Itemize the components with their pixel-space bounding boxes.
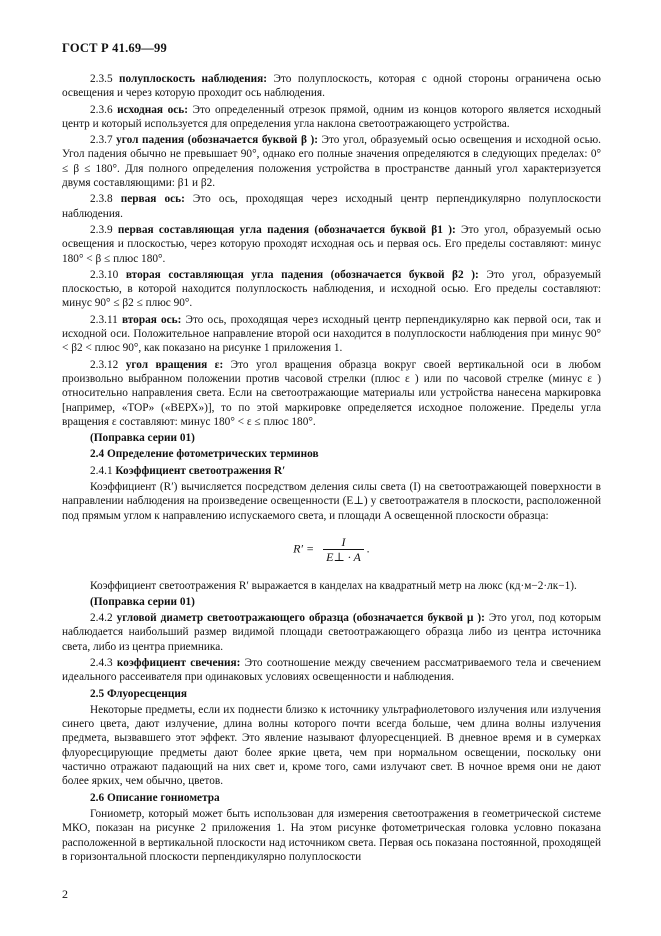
section-heading-2-5: 2.5 Флуоресценция: [90, 687, 188, 700]
paragraph-2-3-6: 2.3.6 исходная ось: Это определенный отрезок прямой, одним из концов которого является исходный центр и который используется для определения угла наклона светоотражающего устройства.: [62, 103, 602, 130]
paragraph-2-4-1-heading: 2.4.1 Коэффициент светоотражения R′: [90, 464, 286, 477]
paragraph-2-3-12: 2.3.12 угол вращения ε: Это угол вращения образца вокруг своей вертикальной оси в любом произвольно выбранном положении против часовой стрелки (плюс ε ) или по часовой стрелке (минус ε ) относительно направления света. Если на светоотражающие материалы или устройства нанесена маркировка [например, «TOP» («ВЕРХ»)], то по этой маркировке определяется исходное положение. Пределы угла вращения ε составляют: минус 180° < ε ≤ плюс 180°.: [62, 358, 601, 428]
paragraph-unit: Коэффициент светоотражения R′ выражается в канделах на квадратный метр на люкс (кд·м−2·лк−1).: [90, 579, 577, 592]
paragraph-2-6: Гониометр, который может быть использован для измерения светоотражения в геометрической системе МКО, показан на рисунке 2 приложения 1. На этом рисунке фотометрическая головка условно показана расположенной в вертикальной плоскости над источником света. Первая ось показана постоянной, проходящей в горизонтальной плоскости перпендикулярно полуплоскости: [62, 807, 601, 863]
formula-denominator: E⊥ · A: [326, 550, 361, 565]
paragraph-2-3-10: 2.3.10 вторая составляющая угла падения (обозначается буквой β2 ): Это угол, образуемый плоскостью, в которой находится полуплоскость наблюдения, и исходной осью. Его пределы составляют: минус 90° ≤ β2 ≤ плюс 90°.: [62, 268, 601, 310]
formula-numerator: I: [323, 535, 364, 550]
paragraph-2-4-1-text: Коэффициент (R′) вычисляется посредством деления силы света (I) на светоотражающей поверхности в направлении наблюдения на произведение освещенности (E⊥) у светоотражателя в плоскости, расположенной под прямым углом к направлению испускаемого света, и площади A освещенной плоскости образца:: [62, 481, 601, 522]
section-heading-2-4: 2.4 Определение фотометрических терминов: [90, 448, 319, 461]
page-number: 2: [62, 887, 68, 901]
paragraph-2-3-5: 2.3.5 полуплоскость наблюдения: Это полуплоскость, которая с одной стороны ограничена осью освещения и через которую проходит ось наблюдения.: [62, 73, 601, 100]
paragraph-2-5: Некоторые предметы, если их поднести близко к источнику ультрафиолетового излучения или излучения синего цвета, дают излучение, длина волны которого почти всегда больше, чем длина волны излучения предмета, вызвавшего этот эффект. Это явление называют флуоресценцией. В дневное время и в сумерках флуоресцирующие предметы дают более яркие цвета, чем при нормальном освещении, поскольку они частично отражают падающий на них свет и, кроме того, сами излучают свет. В ночное время они не дают более ярких, чем обычно, цветов.: [62, 703, 601, 788]
amendment-note-2: (Поправка серии 01): [90, 595, 195, 608]
section-heading-2-6: 2.6 Описание гониометра: [90, 791, 220, 804]
paragraph-2-3-9: 2.3.9 первая составляющая угла падения (обозначается буквой β1 ): Это угол, образуемый осью освещения и плоскостью, через которую проходят исходная ось и первая ось. Его пределы составляют: минус 180° < β ≤ плюс 180°.: [62, 223, 601, 265]
paragraph-2-3-7: 2.3.7 угол падения (обозначается буквой β ): Это угол, образуемый осью освещения и исходной осью. Угол падения обычно не превышает 90°, однако его полные значения определяются в следующих пределах: 0° ≤ β ≤ 180°. Для полного определения положения устройства в пространстве данный угол характеризуется двумя составляющими: β1 и β2.: [62, 134, 601, 190]
paragraph-2-4-3: 2.4.3 коэффициент свечения: Это соотношение между свечением рассматриваемого тела и свечением идеального рассеивателя при одинаковых условиях освещенности и наблюдения.: [62, 656, 601, 684]
formula-fraction: [323, 535, 364, 565]
document-header: ГОСТ Р 41.69—99: [62, 41, 167, 55]
paragraph-2-3-8: 2.3.8 первая ось: Это ось, проходящая через исходный центр перпендикулярно полуплоскости наблюдения.: [62, 193, 602, 220]
paragraph-2-3-11: 2.3.11 вторая ось: Это ось, проходящая через исходный центр перпендикулярно как первой оси, так и исходной оси. Положительное направление второй оси находится в полуплоскости наблюдения при минус 90° < β2 < плюс 90°, как показано на рисунке 1 приложения 1.: [62, 313, 601, 355]
document-body: [62, 72, 601, 866]
formula-tail: .: [366, 541, 370, 556]
amendment-note-1: (Поправка серии 01): [90, 432, 195, 445]
formula-lhs: R′ =: [293, 541, 315, 556]
formula-reflection-coefficient: [62, 535, 601, 565]
paragraph-2-4-2: 2.4.2 угловой диаметр светоотражающего образца (обозначается буквой μ ): Это угол, под которым наблюдается наибольший размер видимой площади светоотражающего образца либо из центра источника света, либо из центра приемника.: [62, 612, 602, 653]
